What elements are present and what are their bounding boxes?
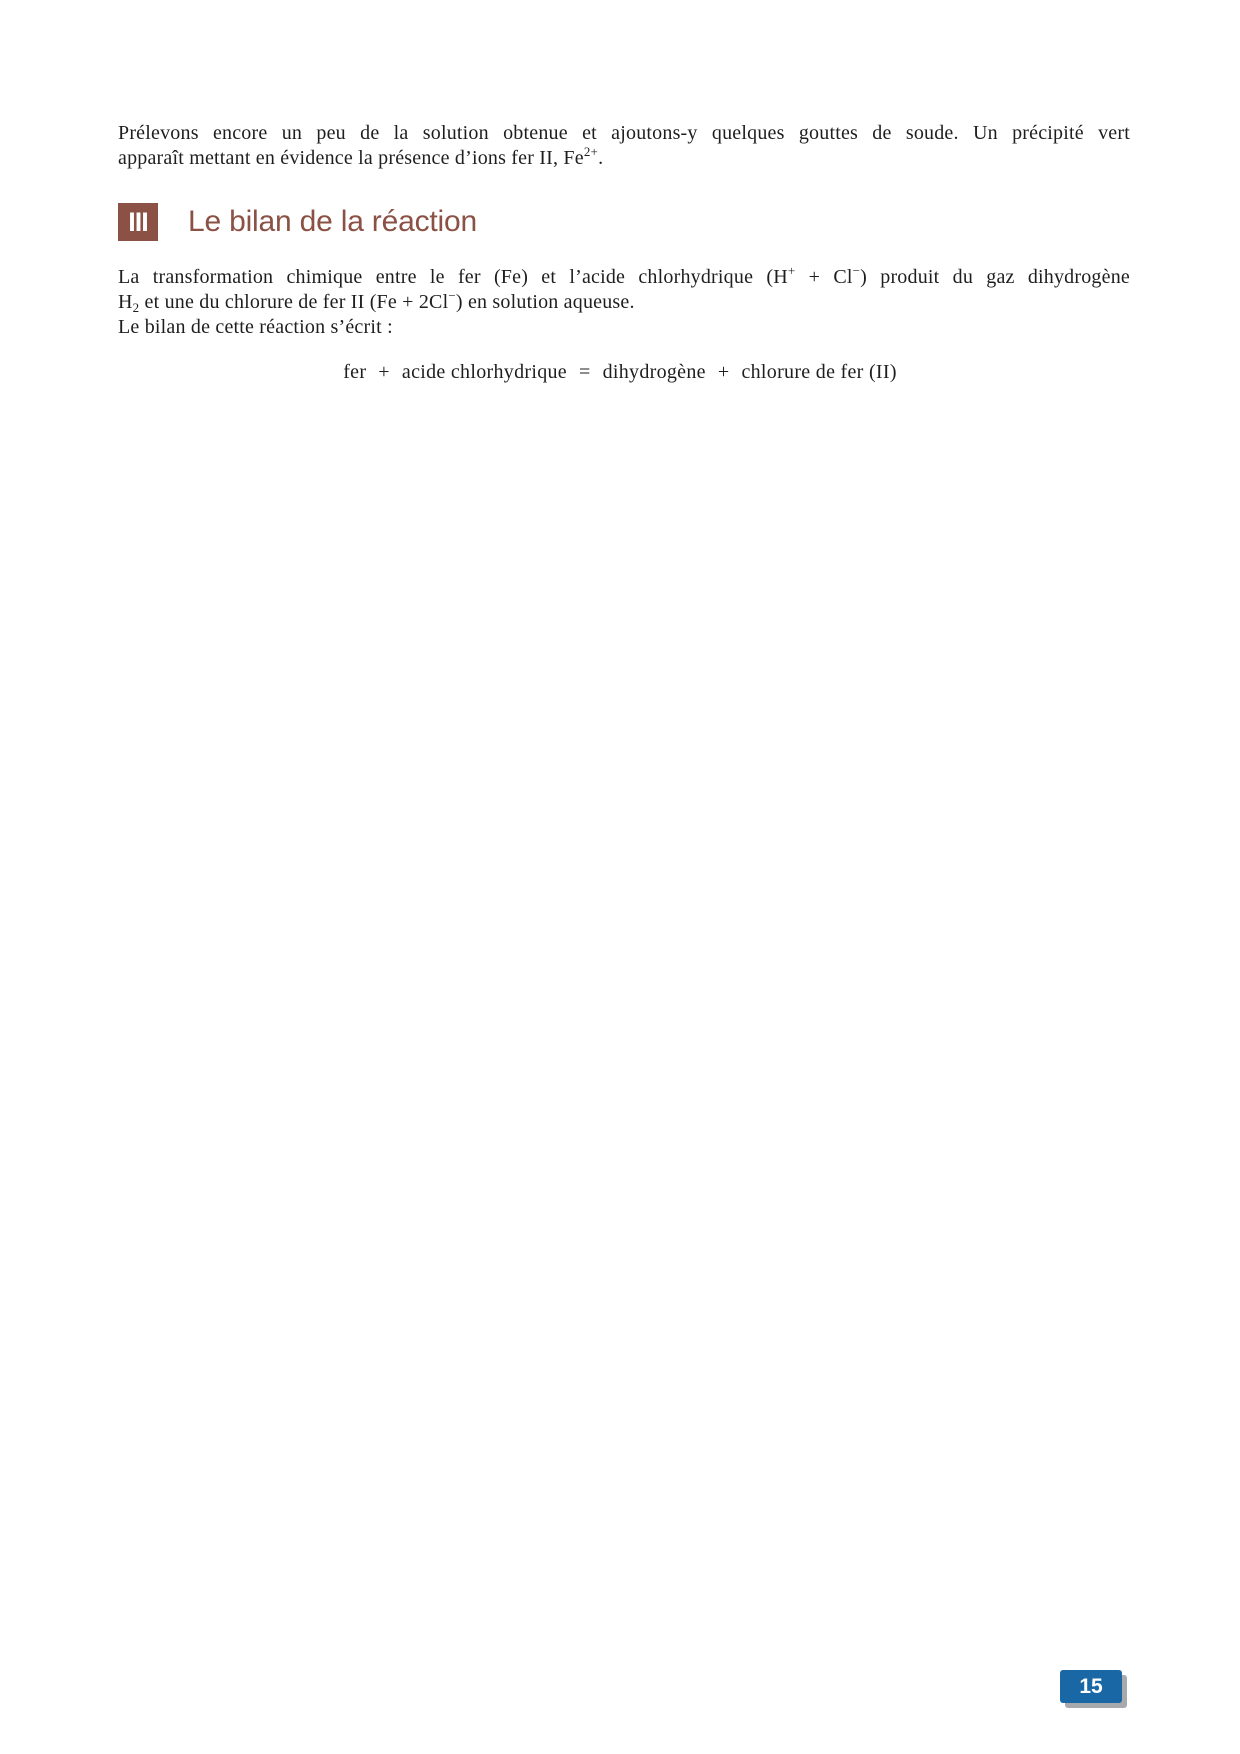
page-number: 15	[1060, 1670, 1122, 1703]
equation-plus: +	[378, 361, 390, 383]
text-run: .	[598, 147, 604, 169]
text-run: apparaît mettant en évidence la présence d’ions fer II, Fe	[118, 147, 584, 169]
section-title: Le bilan de la réaction	[188, 205, 477, 238]
paragraph-line	[118, 290, 1130, 315]
charge-superscript: −	[448, 288, 456, 303]
section-heading	[118, 203, 477, 241]
equation-product: dihydrogène	[602, 361, 706, 383]
paragraph-line: Prélevons encore un peu de la solution obtenue et ajoutons-y quelques gouttes de soude. Un précipité vert	[118, 122, 1130, 144]
paragraph-line	[118, 265, 1130, 290]
text-run: ) produit du gaz dihydrogène	[860, 266, 1130, 288]
intro-paragraph	[118, 121, 1130, 171]
equation-product: chlorure de fer (II)	[741, 361, 897, 383]
word-equation	[0, 360, 1240, 385]
equation-plus: +	[717, 361, 730, 383]
ion-charge-superscript: 2+	[583, 144, 599, 159]
text-run: La transformation chimique entre le fer (Fe) et l’acide chlorhydrique (H	[118, 266, 788, 288]
charge-superscript: −	[852, 263, 861, 278]
charge-superscript: +	[787, 263, 796, 278]
text-run: et une du chlorure de fer II (Fe + 2Cl	[139, 291, 449, 313]
paragraph-line: Le bilan de cette réaction s’écrit :	[118, 316, 393, 338]
text-run: + Cl	[795, 266, 853, 288]
section-number-badge: III	[118, 203, 158, 241]
page-number-badge	[1060, 1670, 1122, 1703]
formula-subscript: 2	[132, 300, 140, 315]
reaction-paragraph	[118, 265, 1130, 340]
equation-equals: =	[578, 361, 591, 383]
paragraph-line	[118, 146, 1130, 171]
text-run: H	[118, 291, 133, 313]
equation-reactant: fer	[343, 361, 367, 383]
text-run: ) en solution aqueuse.	[455, 291, 635, 313]
equation-reactant: acide chlorhydrique	[401, 361, 567, 383]
